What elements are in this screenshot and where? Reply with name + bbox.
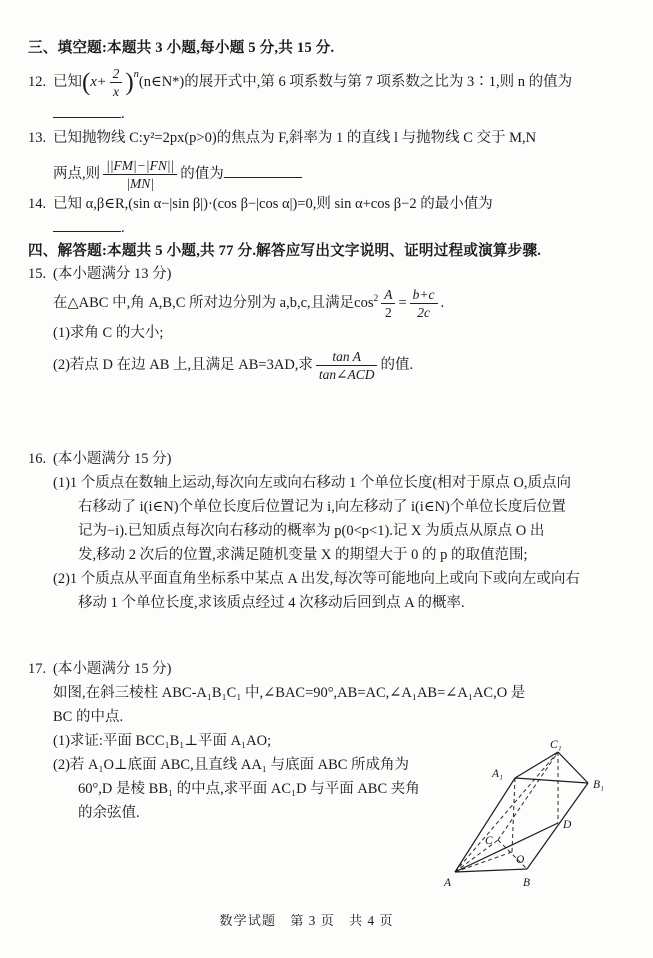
question-12-line1 xyxy=(28,64,627,100)
question-15-part2 xyxy=(28,346,627,384)
label-B1: B₁ xyxy=(593,779,605,791)
question-16-p1-line4: 发,移动 2 次后的位置,求满足随机变量 X 的期望大于 0 的 p 的取值范围; xyxy=(78,547,528,563)
fraction-bc-over-2c: $\frac{b+c}{2c}$ xyxy=(410,287,438,320)
question-15-part2-post: 的值. xyxy=(380,357,414,373)
question-12-pre: 已知 xyxy=(53,74,82,90)
question-15-head xyxy=(28,266,627,283)
section-4-title: 四、解答题:本题共 5 小题,共 77 分.解答应写出文字说明、证明过程或演算步骤. xyxy=(28,243,542,259)
question-15-part1: (1)求角 C 的大小; xyxy=(53,325,164,341)
question-16-p2-line1: (2)1 个质点从平面直角坐标系中某点 A 出发,每次等可能地向上或向下或向左或向右 xyxy=(53,571,580,587)
fraction-FM-FN-over-MN: $\frac{||FM|-|FN||}{|MN|}$ xyxy=(103,158,177,191)
period: . xyxy=(121,106,125,122)
points-note: (本小题满分 15 分) xyxy=(53,661,172,677)
question-17-part2-line1: (2)若 A₁O⊥底面 ABC,且直线 AA₁ 与底面 ABC 所成角为 xyxy=(53,757,410,773)
question-17-part2-line3: 的余弦值. xyxy=(78,805,140,821)
label-O: O xyxy=(516,854,525,866)
page-footer: 数学试题 第 3 页 共 4 页 xyxy=(219,913,394,928)
close-paren: ) xyxy=(125,69,134,96)
edge-A-B xyxy=(455,869,527,872)
question-13 xyxy=(28,130,627,194)
label-A1: A₁ xyxy=(492,768,504,780)
points-note: (本小题满分 13 分) xyxy=(53,266,172,282)
question-14-text: 已知 α,β∈R,(sin α−|sin β|)·(cos β−|cos α|)=0,则 sin α+cos β−2 的最小值为 xyxy=(53,196,493,212)
question-number: 16. xyxy=(28,451,47,467)
question-13-line1 xyxy=(28,130,627,147)
question-16 xyxy=(28,451,627,612)
question-16-head xyxy=(28,451,627,468)
label-D: D xyxy=(563,819,572,831)
equals-sign: = xyxy=(398,295,407,311)
question-number: 13. xyxy=(28,130,47,146)
fraction-A-over-2: $\frac{A}{2}$ xyxy=(381,287,395,320)
question-15 xyxy=(28,266,627,384)
label-C1: C₁ xyxy=(550,739,562,751)
question-number: 15. xyxy=(28,266,47,282)
question-14-line1 xyxy=(28,196,627,213)
exponent-n: n xyxy=(133,69,139,80)
label-A: A xyxy=(444,877,452,889)
cos-squared-sup: 2 xyxy=(373,294,379,304)
edge-C1-B1 xyxy=(558,752,588,783)
question-13-text: 已知抛物线 C:y²=2px(p>0)的焦点为 F,斜率为 1 的直线 l 与抛物线 C 交于 M,N xyxy=(53,130,537,146)
question-16-p1-line1: (1)1 个质点在数轴上运动,每次向左或向右移动 1 个单位长度(相对于原点 O,质点向 xyxy=(53,475,571,491)
question-15-part2-pre: (2)若点 D 在边 AB 上,且满足 AB=3AD,求 xyxy=(53,357,313,373)
question-15-pre: 在△ABC 中,角 A,B,C 所对边分别为 a,b,c,且满足cos xyxy=(53,295,374,311)
question-15-formula-line xyxy=(28,285,627,321)
prism-hidden-edges xyxy=(455,752,558,872)
question-16-p2-line2: 移动 1 个单位长度,求该质点经过 4 次移动后回到点 A 的概率. xyxy=(78,595,465,611)
answer-blank xyxy=(53,104,121,118)
question-16-p1-line3: 记为−i).已知质点每次向右移动的概率为 p(0<p<1).记 X 为质点从原点 O 出 xyxy=(78,523,545,539)
question-13-post2: 的值为 xyxy=(180,166,224,182)
open-paren: ( xyxy=(82,69,91,96)
label-B: B xyxy=(523,877,531,889)
question-13-line2 xyxy=(28,154,627,194)
question-12-text: (n∈N*)的展开式中,第 6 项系数与第 7 项系数之比为 3∶1,则 n 的值为 xyxy=(138,74,573,90)
question-number: 12. xyxy=(28,74,47,90)
question-12-answer-line xyxy=(28,104,627,123)
question-17-intro-line2: BC 的中点. xyxy=(53,709,124,725)
edge-A1-C1 xyxy=(515,752,558,778)
edge-A-C1 xyxy=(455,752,558,872)
question-14 xyxy=(28,196,627,237)
period: . xyxy=(440,295,445,311)
question-number: 14. xyxy=(28,196,47,212)
question-12 xyxy=(28,64,627,123)
question-number: 17. xyxy=(28,661,47,677)
question-17-intro-line1: 如图,在斜三棱柱 ABC-A₁B₁C₁ 中,∠BAC=90°,AB=AC,∠A₁AB=∠A₁AC,O 是 xyxy=(53,685,526,701)
prism-figure xyxy=(432,737,624,891)
question-17-part1: (1)求证:平面 BCC₁B₁⊥平面 A₁AO; xyxy=(53,733,272,749)
edge-A-O xyxy=(455,852,512,872)
points-note: (本小题满分 15 分) xyxy=(53,451,172,467)
prism-svg xyxy=(432,737,624,891)
question-17-part2-line2: 60°,D 是棱 BB₁ 的中点,求平面 AC₁D 与平面 ABC 夹角 xyxy=(78,781,420,797)
binomial-base: x+ xyxy=(90,74,107,90)
label-C: C xyxy=(485,835,493,847)
period: . xyxy=(121,220,125,236)
fraction-tanA-over-tanACD: $\frac{\text{tan A}}{\text{tan∠ACD}}$ xyxy=(316,349,378,382)
question-14-answer-line xyxy=(28,218,627,237)
fraction-2-over-x: $\frac{2}{x}$ xyxy=(110,66,123,99)
question-17-head xyxy=(28,661,627,678)
question-13-pre2: 两点,则 xyxy=(53,166,101,182)
answer-blank xyxy=(53,218,121,232)
question-16-p1-line2: 右移动了 i(i∈N)个单位长度后位置记为 i,向左移动了 i(i∈N)个单位长度后位置 xyxy=(78,499,566,515)
section-3-title: 三、填空题:本题共 3 小题,每小题 5 分,共 15 分. xyxy=(28,40,335,56)
answer-blank xyxy=(224,164,302,178)
edge-A1-B1 xyxy=(515,778,588,783)
